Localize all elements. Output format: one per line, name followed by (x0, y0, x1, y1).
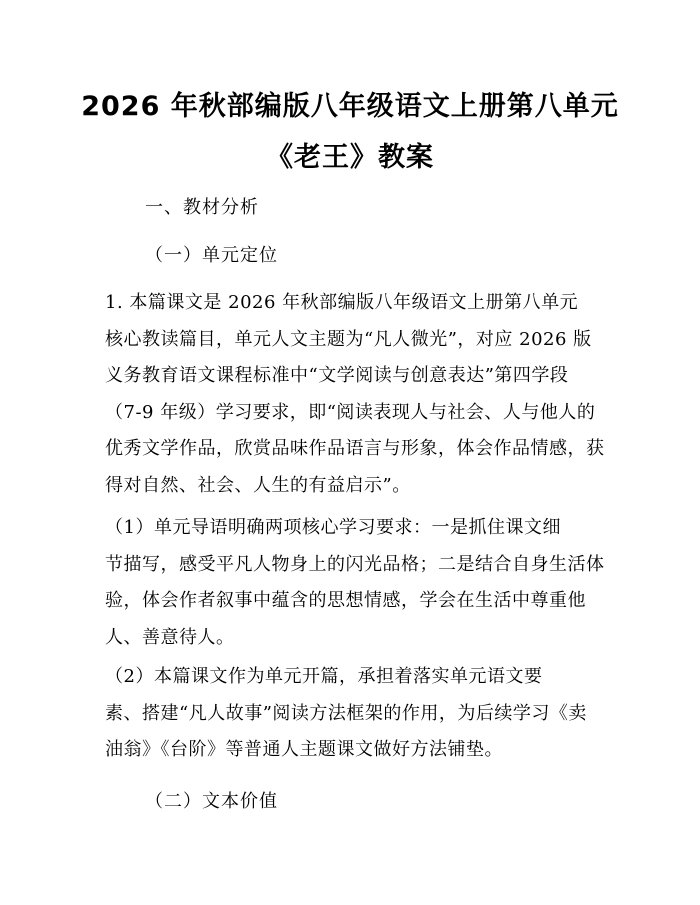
document-title-line-2: 《老王》教案 (266, 142, 434, 173)
paragraph-1 (105, 285, 605, 504)
paragraph-line: （1）单元导语明确两项核心学习要求：一是抓住课文细 (105, 517, 561, 538)
document-title-line-1: 2026 年秋部编版八年级语文上册第八单元 (81, 91, 619, 122)
paragraph-line: 1. 本篇课文是 2026 年秋部编版八年级语文上册第八单元 (105, 292, 579, 313)
paragraph-line: 素、搭建“凡人故事”阅读方法框架的作用，为后续学习《卖 (105, 702, 587, 724)
paragraph-line: 验，体会作者叙事中蕴含的思想情感，学会在生活中尊重他 (105, 590, 586, 611)
paragraph-3 (105, 659, 605, 769)
paragraph-2 (105, 510, 605, 656)
paragraph-line: 油翁》《台阶》等普通人主题课文做好方法铺垫。 (105, 739, 503, 760)
paragraph-line: 得对自然、社会、人生的有益启示”。 (105, 474, 411, 496)
paragraph-line: 人、善意待人。 (105, 626, 235, 648)
paragraph-line: 义务教育语文课程标准中“文学阅读与创意表达”第四学段 (105, 365, 569, 386)
subsection-heading-text-value: （二）文本价值 (145, 791, 278, 812)
subsection-heading-unit-positioning: （一）单元定位 (145, 245, 278, 266)
paragraph-line: （2）本篇课文作为单元开篇，承担着落实单元语文要 (105, 666, 543, 687)
paragraph-line: （7-9 年级）学习要求，即“阅读表现人与社会、人与他人的 (105, 401, 596, 423)
paragraph-line: 优秀文学作品，欣赏品味作品语言与形象，体会作品情感，获 (105, 438, 605, 459)
section-heading-teaching-material-analysis: 一、教材分析 (145, 197, 259, 218)
paragraph-line: 节描写，感受平凡人物身上的闪光品格；二是结合自身生活体 (105, 553, 605, 575)
paragraph-line: 核心教读篇目，单元人文主题为“凡人微光”，对应 2026 版 (105, 328, 592, 350)
